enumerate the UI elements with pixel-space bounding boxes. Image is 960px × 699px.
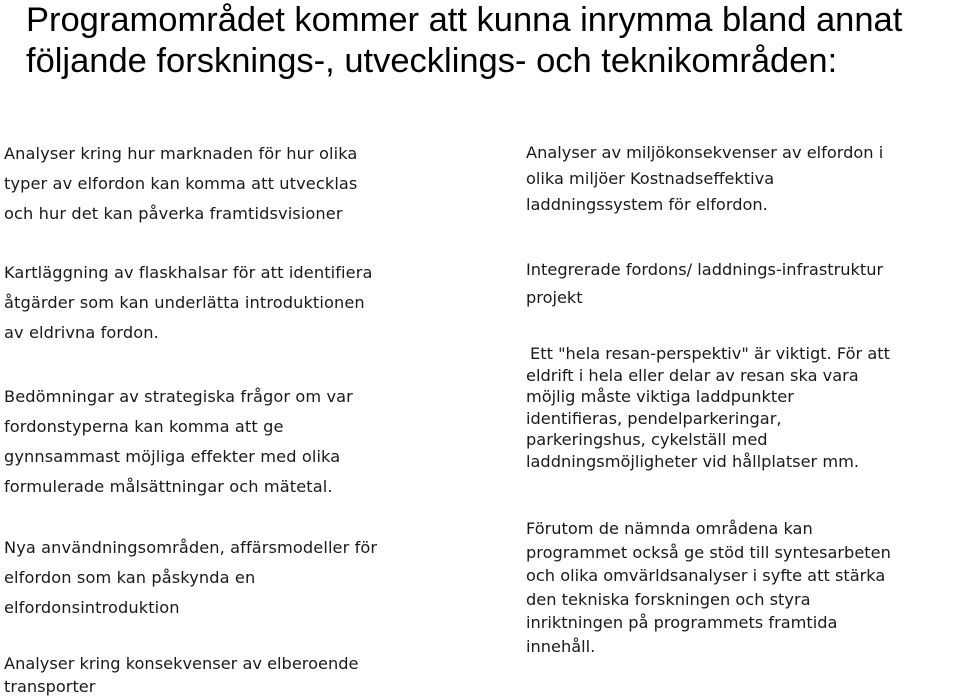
text-line: inriktningen på programmets framtida <box>526 613 838 632</box>
right-paragraph-environmental-analysis <box>526 140 883 218</box>
right-paragraph-integrated-projects <box>526 256 883 312</box>
text-line: identifieras, pendelparkeringar, <box>526 408 782 428</box>
text-line: och olika omvärldsanalyser i syfte att stärka <box>526 566 886 585</box>
title-line-1: Programområdet kommer att kunna inrymma bland annat <box>26 1 903 39</box>
text-line: Analyser kring hur marknaden för hur olika <box>4 144 358 163</box>
left-paragraph-new-applications <box>4 533 377 623</box>
text-line: laddningssystem för elfordon. <box>526 195 768 214</box>
text-line: av eldrivna fordon. <box>4 323 159 342</box>
text-line: formulerade målsättningar och mätetal. <box>4 477 333 496</box>
right-paragraph-additional-support <box>526 517 891 658</box>
text-line: transporter <box>4 677 96 696</box>
slide-title <box>26 0 956 82</box>
title-line-2: följande forsknings-, utvecklings- och teknikområden: <box>26 42 838 80</box>
text-line: parkeringshus, cykelställ med <box>526 430 768 449</box>
text-line: åtgärder som kan underlätta introduktionen <box>4 293 365 312</box>
text-line: Förutom de nämnda områdena kan <box>526 519 813 538</box>
left-paragraph-market-analysis <box>4 139 357 229</box>
text-line: eldrift i hela eller delar av resan ska vara <box>526 365 859 385</box>
right-paragraph-whole-journey <box>526 343 890 472</box>
left-paragraph-consequences <box>4 652 358 698</box>
text-line: Integrerade fordons/ laddnings-infrastruktur <box>526 260 884 279</box>
text-line: laddningsmöjligheter vid hållplatser mm. <box>526 451 860 471</box>
text-line: möjlig måste viktiga laddpunkter <box>526 387 794 406</box>
text-line: Ett "hela resan-perspektiv" är viktigt. För att <box>530 344 890 363</box>
text-line: olika miljöer Kostnadseffektiva <box>526 169 775 188</box>
text-line: den tekniska forskningen och styra <box>526 589 811 609</box>
text-line: typer av elfordon kan komma att utvecklas <box>4 174 358 193</box>
text-line: Bedömningar av strategiska frågor om var <box>4 387 353 406</box>
text-line: gynnsammast möjliga effekter med olika <box>4 447 341 466</box>
text-line: programmet också ge stöd till syntesarbeten <box>526 542 891 562</box>
text-line: Analyser kring konsekvenser av elberoende <box>4 654 359 673</box>
text-line: och hur det kan påverka framtidsvisioner <box>4 204 343 223</box>
text-line: Nya användningsområden, affärsmodeller för <box>4 538 378 557</box>
text-line: elfordonsintroduktion <box>4 598 180 617</box>
left-paragraph-bottlenecks <box>4 258 372 348</box>
left-paragraph-strategic-assessment <box>4 382 353 502</box>
text-line: Kartläggning av flaskhalsar för att identifiera <box>4 263 373 282</box>
text-line: innehåll. <box>526 636 596 656</box>
text-line: Analyser av miljökonsekvenser av elfordon i <box>526 143 884 162</box>
text-line: elfordon som kan påskynda en <box>4 568 256 587</box>
text-line: fordonstyperna kan komma att ge <box>4 417 284 436</box>
text-line: projekt <box>526 288 583 307</box>
